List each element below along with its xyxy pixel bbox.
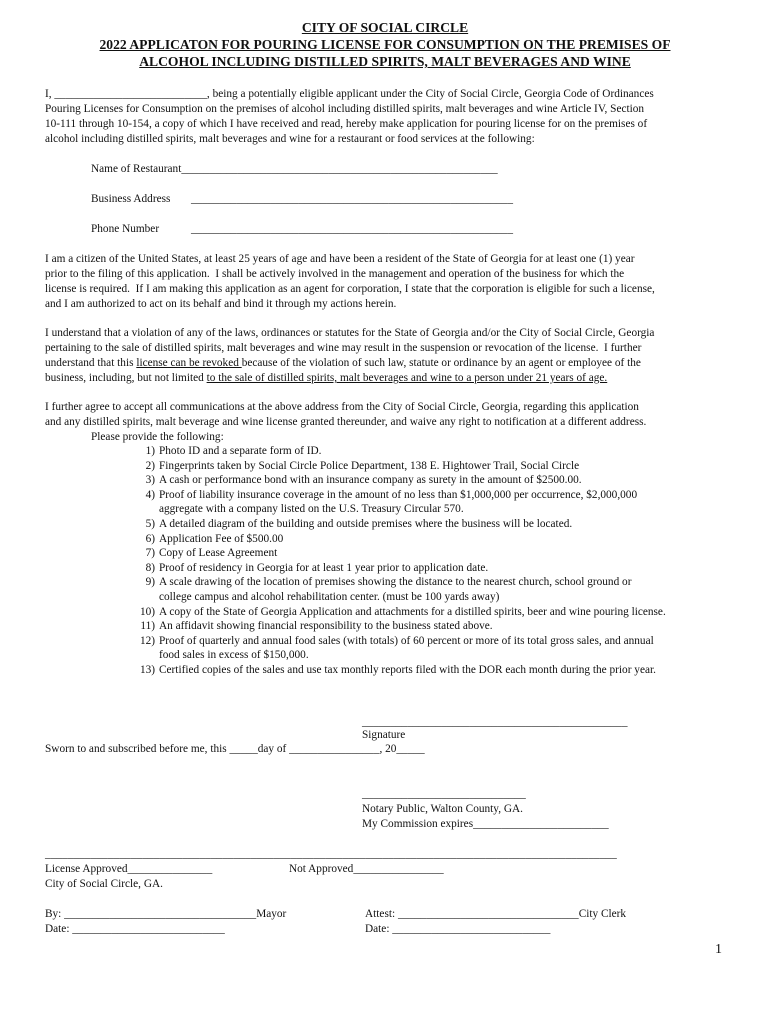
violation-line-3 <box>45 356 641 371</box>
item-text: Proof of quarterly and annual food sales (with totals) of 60 percent or more of its total gross sales, and annual <box>159 634 654 647</box>
item-text: An affidavit showing financial responsibility to the business stated above. <box>159 620 493 633</box>
violation-text: business, including, but not limited <box>45 372 207 384</box>
clerk-date: Date: ____________________________ <box>365 923 551 935</box>
item-text: Proof of residency in Georgia for at least 1 year prior to application date. <box>159 561 489 574</box>
item-text: Fingerprints taken by Social Circle Police Department, 138 E. Hightower Trail, Social Circle <box>159 459 580 472</box>
item-number: 12) <box>139 634 155 647</box>
item-text-cont: aggregate with a company listed on the U.S. Treasury Circular 570. <box>159 503 464 516</box>
item-number: 4) <box>145 488 155 501</box>
citizen-line-3: license is required. If I am making this application as an agent for corporation, I state that the corporation is eligible for such a license, <box>45 283 655 295</box>
phone-number-label: Phone Number <box>91 223 160 235</box>
business-address-label: Business Address <box>91 193 171 205</box>
list-item <box>137 546 737 561</box>
minors-underline: to the sale of distilled spirits, malt beverages and wine to a person under 21 years of age. <box>206 372 608 384</box>
list-item <box>137 459 737 474</box>
provide-heading: Please provide the following: <box>91 431 224 443</box>
violation-line-2: pertaining to the sale of distilled spirits, malt beverages and wine may result in the suspension or revocation of the license. I further <box>45 342 642 354</box>
notary-label: Notary Public, Walton County, GA. <box>362 803 524 815</box>
list-item <box>137 619 737 634</box>
item-text: Copy of Lease Agreement <box>159 547 278 560</box>
intro-line-1: I, ___________________________, being a potentially eligible applicant under the City of Social Circle, Georgia Code of Ordinances <box>45 88 654 100</box>
item-text-cont: food sales in excess of $150,000. <box>159 649 309 662</box>
commission-expires: My Commission expires________________________ <box>362 818 609 830</box>
item-text: Application Fee of $500.00 <box>159 532 284 545</box>
item-number: 11) <box>140 620 155 633</box>
comms-line-1: I further agree to accept all communications at the above address from the City of Social Circle, Georgia, regarding this application <box>45 401 639 413</box>
mayor-date: Date: ___________________________ <box>45 923 225 935</box>
item-number: 8) <box>145 561 155 574</box>
clerk-signature: Attest: ________________________________City Clerk <box>365 908 627 920</box>
item-number: 1) <box>145 445 155 457</box>
sworn-statement: Sworn to and subscribed before me, this _____day of ________________, 20_____ <box>45 743 425 755</box>
title-alcohol: ALCOHOL INCLUDING DISTILLED SPIRITS, MALT BEVERAGES AND WINE <box>139 54 631 69</box>
item-text: A detailed diagram of the building and outside premises where the business will be located. <box>159 517 573 530</box>
item-number: 10) <box>139 605 155 618</box>
notary-line: _____________________________ <box>362 788 526 800</box>
item-text: Photo ID and a separate form of ID. <box>159 445 322 457</box>
title-application: 2022 APPLICATON FOR POURING LICENSE FOR CONSUMPTION ON THE PREMISES OF <box>99 37 671 52</box>
item-text: A scale drawing of the location of premises showing the distance to the nearest church, school ground or <box>159 576 632 589</box>
intro-line-2: Pouring Licenses for Consumption on the premises of alcohol including distilled spirits, malt beverages and wine Article IV, Section <box>45 103 645 115</box>
intro-line-3: 10-111 through 10-154, a copy of which I have received and read, hereby make application for pouring license for on the premises of <box>45 118 648 130</box>
list-item <box>137 473 737 488</box>
list-item <box>137 561 737 576</box>
approval-divider: ____________________________________________________________________________________________________ <box>45 848 617 860</box>
citizen-line-2: prior to the filing of this application. I shall be actively involved in the management and operation of the business for which the <box>45 268 625 280</box>
requirements-list <box>137 444 737 678</box>
list-item <box>137 575 737 604</box>
title-city: CITY OF SOCIAL CIRCLE <box>301 20 469 35</box>
comms-line-2: and any distilled spirits, malt beverage and wine license granted thereunder, and waive any right to notification at a different address. <box>45 416 647 428</box>
item-text: A copy of the State of Georgia Application and attachments for a distilled spirits, beer and wine pouring license. <box>159 605 666 618</box>
phone-number-field: _________________________________________________________ <box>191 223 513 235</box>
license-approved: License Approved_______________ <box>45 863 213 875</box>
list-item <box>137 634 737 663</box>
item-number: 3) <box>145 474 155 487</box>
business-address-field: _________________________________________________________ <box>191 193 513 205</box>
list-item <box>137 488 737 517</box>
signature-line: _______________________________________________ <box>362 716 628 728</box>
mayor-signature: By: __________________________________Mayor <box>45 908 287 920</box>
list-item <box>137 444 737 459</box>
list-item <box>137 605 737 620</box>
item-number: 6) <box>145 532 155 545</box>
item-number: 9) <box>145 576 155 589</box>
city-label: City of Social Circle, GA. <box>45 878 163 890</box>
item-number: 2) <box>145 459 155 472</box>
list-item <box>137 663 737 678</box>
list-item <box>137 517 737 532</box>
signature-label: Signature <box>362 729 406 741</box>
item-text-cont: college campus and alcohol rehabilitation center. (must be 100 yards away) <box>159 590 500 603</box>
item-number: 13) <box>139 663 155 676</box>
item-text: Proof of liability insurance coverage in the amount of no less than $1,000,000 per occurrence, $2,000,000 <box>159 488 638 501</box>
not-approved: Not Approved________________ <box>289 863 444 875</box>
violation-text: understand that this <box>45 357 137 369</box>
intro-line-4: alcohol including distilled spirits, malt beverages and wine for a restaurant or food services at the following: <box>45 133 535 145</box>
page-number: 1 <box>715 942 722 957</box>
item-number: 7) <box>145 547 155 560</box>
citizen-line-4: and I am authorized to act on its behalf and bind it through my actions herein. <box>45 298 397 310</box>
item-text: Certified copies of the sales and use tax monthly reports filed with the DOR each month during the prior year. <box>159 663 656 676</box>
violation-line-4 <box>45 371 607 386</box>
citizen-line-1: I am a citizen of the United States, at least 25 years of age and have been a resident of the State of Georgia for at least one (1) year <box>45 253 635 265</box>
item-number: 5) <box>145 517 155 530</box>
violation-line-1: I understand that a violation of any of the laws, ordinances or statutes for the State of Georgia and/or the City of Social Circle, Georgia <box>45 327 655 339</box>
restaurant-name-field: Name of Restaurant________________________________________________________ <box>91 163 498 175</box>
list-item <box>137 532 737 547</box>
revoked-underline: license can be revoked <box>136 357 242 369</box>
violation-text: because of the violation of such law, statute or ordinance by an agent or employee of the <box>241 357 641 369</box>
item-text: A cash or performance bond with an insurance company as surety in the amount of $2500.00. <box>159 474 582 487</box>
